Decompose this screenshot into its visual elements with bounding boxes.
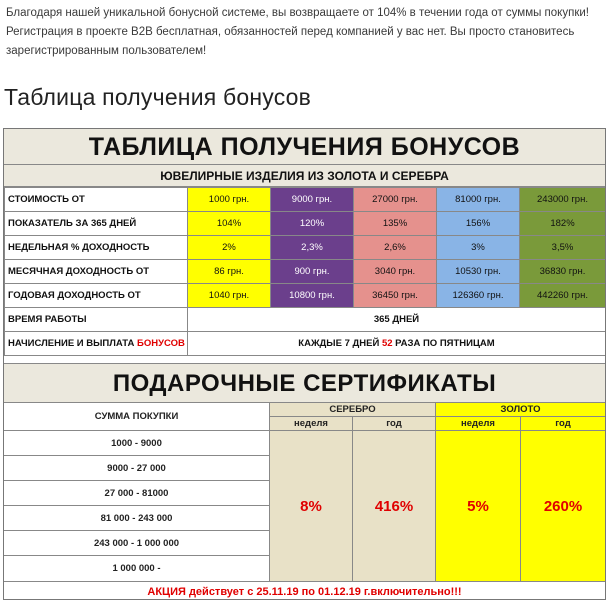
work-time-value: 365 ДНЕЙ — [188, 308, 606, 332]
payout-value — [188, 332, 606, 356]
gold-year-label: год — [555, 418, 571, 429]
bonus-table-subtitle: ЮВЕЛИРНЫЕ ИЗДЕЛИЯ ИЗ ЗОЛОТА И СЕРЕБРА — [4, 165, 605, 187]
table-row — [5, 284, 606, 308]
bonus-table-title: ТАБЛИЦА ПОЛУЧЕНИЯ БОНУСОВ — [4, 129, 605, 165]
table-row — [5, 236, 606, 260]
row-label: ГОДОВАЯ ДОХОДНОСТЬ ОТ — [5, 284, 188, 308]
silver-title: СЕРЕБРО — [270, 403, 435, 417]
table-cell: 36450 грн. — [354, 284, 437, 308]
payout-label-highlight: БОНУСОВ — [137, 338, 185, 349]
silver-week-label: неделя — [270, 417, 353, 430]
row-label: МЕСЯЧНАЯ ДОХОДНОСТЬ ОТ — [5, 260, 188, 284]
table-cell: 182% — [520, 212, 606, 236]
purchase-sum-row: 9000 - 27 000 — [4, 456, 269, 481]
payout-label — [5, 332, 188, 356]
row-label: ПОКАЗАТЕЛЬ ЗА 365 ДНЕЙ — [5, 212, 188, 236]
table-cell: 36830 грн. — [520, 260, 606, 284]
table-cell: 10800 грн. — [271, 284, 354, 308]
purchase-sum-row: 1 000 000 - — [112, 563, 161, 574]
certificates-title: ПОДАРОЧНЫЕ СЕРТИФИКАТЫ — [4, 363, 605, 403]
payout-label-text: НАЧИСЛЕНИЕ И ВЫПЛАТА — [8, 338, 138, 349]
bonus-table — [4, 187, 606, 356]
payout-value-suffix: РАЗА ПО ПЯТНИЦАМ — [392, 338, 495, 349]
silver-column — [270, 403, 436, 581]
purchase-sum-title: СУММА ПОКУПКИ — [4, 403, 269, 431]
table-cell: 2,6% — [354, 236, 437, 260]
table-row — [5, 308, 606, 332]
purchase-sum-row: 1000 - 9000 — [4, 431, 269, 456]
purchase-sum-row: 27 000 - 81000 — [4, 481, 269, 506]
row-label: НЕДЕЛЬНАЯ % ДОХОДНОСТЬ — [5, 236, 188, 260]
table-cell: 2% — [188, 236, 271, 260]
table-cell: 1040 грн. — [188, 284, 271, 308]
table-cell: 900 грн. — [271, 260, 354, 284]
table-row — [5, 260, 606, 284]
table-cell: 9000 грн. — [271, 188, 354, 212]
table-cell: 86 грн. — [188, 260, 271, 284]
section-title: Таблица получения бонусов — [4, 84, 312, 110]
table-cell: 104% — [188, 212, 271, 236]
work-time-label: ВРЕМЯ РАБОТЫ — [5, 308, 188, 332]
intro-line-3: зарегистрированным пользователем! — [6, 45, 207, 57]
gold-week-label: неделя — [436, 417, 521, 430]
table-cell: 3,5% — [520, 236, 606, 260]
purchase-sum-row: 81 000 - 243 000 — [4, 506, 269, 531]
table-cell: 156% — [437, 212, 520, 236]
table-cell: 120% — [271, 212, 354, 236]
table-cell: 3040 грн. — [354, 260, 437, 284]
intro-line-2: Регистрация в проекте B2B бесплатная, обязанностей перед компанией у вас нет. Вы просто становитесь — [6, 26, 575, 38]
gold-week-value: 5% — [436, 431, 521, 581]
table-cell: 10530 грн. — [437, 260, 520, 284]
table-row — [5, 212, 606, 236]
table-cell: 3% — [437, 236, 520, 260]
gold-column — [436, 403, 605, 581]
silver-year-value: 416% — [374, 497, 414, 515]
silver-year-label: год — [386, 418, 402, 429]
gold-title: ЗОЛОТО — [436, 403, 605, 417]
table-cell: 126360 грн. — [437, 284, 520, 308]
table-cell: 243000 грн. — [520, 188, 606, 212]
table-cell: 27000 грн. — [354, 188, 437, 212]
bonus-table-image — [3, 128, 606, 600]
silver-week-value: 8% — [270, 431, 353, 581]
table-row — [5, 332, 606, 356]
table-cell: 442260 грн. — [520, 284, 606, 308]
table-cell: 2,3% — [271, 236, 354, 260]
payout-value-highlight: 52 — [381, 338, 393, 349]
intro-text — [6, 4, 602, 61]
gold-year-value: 260% — [543, 497, 583, 515]
payout-value-prefix: КАЖДЫЕ 7 ДНЕЙ — [298, 338, 382, 349]
certificates-table — [4, 403, 605, 581]
purchase-sum-column — [4, 403, 270, 581]
row-label: СТОИМОСТЬ ОТ — [5, 188, 188, 212]
table-cell: 81000 грн. — [437, 188, 520, 212]
promo-banner: АКЦИЯ действует с 25.11.19 по 01.12.19 г.включительно!!! — [4, 581, 605, 600]
purchase-sum-row: 243 000 - 1 000 000 — [4, 531, 269, 556]
table-row — [5, 188, 606, 212]
table-cell: 1000 грн. — [188, 188, 271, 212]
intro-line-1: Благодаря нашей уникальной бонусной системе, вы возвращаете от 104% в течении года от суммы покупки! — [6, 7, 589, 19]
table-cell: 135% — [354, 212, 437, 236]
